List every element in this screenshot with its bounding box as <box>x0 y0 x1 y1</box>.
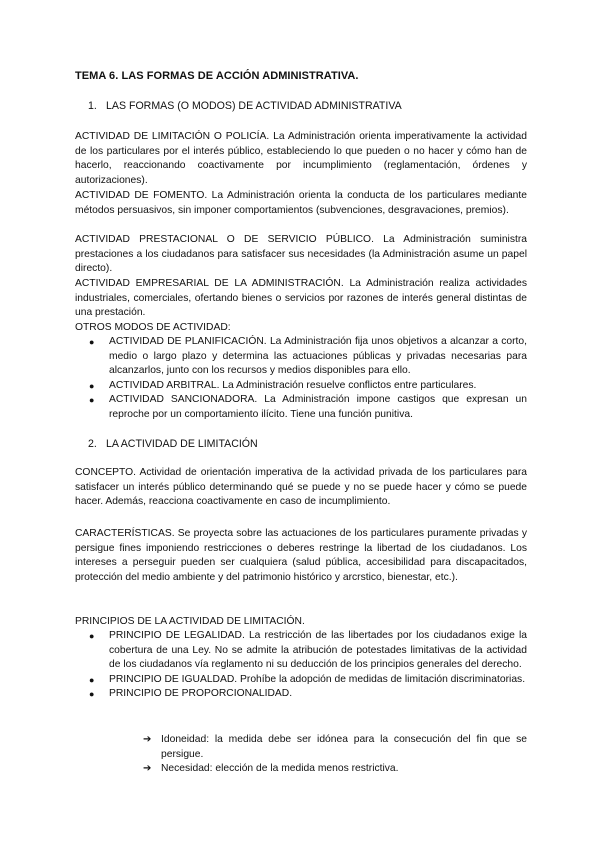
list-item <box>75 762 527 777</box>
page-title: TEMA 6. LAS FORMAS DE ACCIÓN ADMINISTRATIVA. <box>75 70 359 82</box>
bullet-icon: ● <box>89 689 95 699</box>
list-item <box>75 687 527 702</box>
list-item-text: PRINCIPIO DE IGUALDAD. Prohíbe la adopción de medidas de limitación discriminatorias. <box>109 673 526 685</box>
section-2-number: 2. <box>88 438 97 450</box>
paragraph-caracteristicas: CARACTERÍSTICAS. Se proyecta sobre las actuaciones de los particulares puramente privadas y persigue fines imponiendo restricciones o deberes restringe la libertad de los ciudadanos. Los intereses a perseguir pueden ser cualquiera (salud pública, accesibilidad para discapacitados, protección del medio ambiente y del patrimonio histórico y arcrstico, bienestar, etc.). <box>75 528 527 583</box>
bullet-icon: ● <box>89 395 95 405</box>
section-2-title: LA ACTIVIDAD DE LIMITACIÓN <box>106 438 258 450</box>
list-item <box>75 335 527 379</box>
list-item-text: ACTIVIDAD DE PLANIFICACIÓN. La Administración fija unos objetivos a alcanzar a corto, medio o largo plazo y determina las actuaciones públicas y privadas necesarias para alcanzarlos, junto con los recursos y medios disponibles para ello. <box>109 336 527 376</box>
paragraph-limitacion: ACTIVIDAD DE LIMITACIÓN O POLICÍA. La Administración orienta imperativamente la actividad de los particulares por el interés público, estableciendo lo que pueden o no hacer y cómo han de hacerlo, reaccionando coactivamente por incumplimiento (reglamentación, órdenes y autorizaciones). <box>75 131 527 186</box>
list-item-text: Idoneidad: la medida debe ser idónea para la consecución del fin que se persigue. <box>161 734 527 760</box>
paragraph-empresarial: ACTIVIDAD EMPRESARIAL DE LA ADMINISTRACIÓN. La Administración realiza actividades industriales, comerciales, ofertando bienes o servicios por razones de interés general distintas de una prestación. <box>75 278 527 318</box>
paragraph-fomento: ACTIVIDAD DE FOMENTO. La Administración orienta la conducta de los particulares mediante métodos persuasivos, sin imponer comportamientos (subvenciones, desgravaciones, premios). <box>75 190 527 216</box>
bullet-icon: ● <box>89 337 95 347</box>
section-1-title: LAS FORMAS (O MODOS) DE ACTIVIDAD ADMINISTRATIVA <box>106 100 402 112</box>
bullet-icon: ● <box>89 631 95 641</box>
section-1-heading <box>88 100 528 112</box>
bullet-icon: ● <box>89 674 95 685</box>
list-item <box>75 629 527 673</box>
paragraph-concepto: CONCEPTO. Actividad de orientación imperativa de la actividad privada de los particulares para satisfacer un interés público determinando qué se puede y no se puede hacer y cómo se puede hacer. Además, reacciona coactivamente en caso de incumplimiento. <box>75 467 527 507</box>
section-2-heading <box>88 438 528 450</box>
list-item-text: PRINCIPIO DE PROPORCIONALIDAD. <box>109 688 293 699</box>
list-item-text: PRINCIPIO DE LEGALIDAD. La restricción de las libertades por los ciudadanos exige la cobertura de una Ley. No se admite la atribución de potestades limitativas de la actividad de los ciudadanos vía reglamento ni su deducción de los principios generales del derecho. <box>109 630 527 670</box>
otros-modos-list <box>75 335 527 422</box>
principios-list <box>75 629 527 702</box>
list-item <box>75 733 527 762</box>
list-item-text: Necesidad: elección de la medida menos restrictiva. <box>161 763 399 774</box>
proporcionalidad-list <box>75 733 527 777</box>
section-1-number: 1. <box>88 100 97 112</box>
list-item <box>75 379 527 394</box>
list-item <box>75 673 527 688</box>
bullet-icon: ● <box>89 380 95 391</box>
list-item-text: ACTIVIDAD ARBITRAL. La Administración resuelve conflictos entre particulares. <box>109 379 477 391</box>
list-item-text: ACTIVIDAD SANCIONADORA. La Administración impone castigos que expresan un reproche por un comportamiento ilícito. Tiene una función punitiva. <box>109 394 527 420</box>
paragraph-prestacional: ACTIVIDAD PRESTACIONAL O DE SERVICIO PÚBLICO. La Administración suministra prestaciones a los ciudadanos para satisfacer sus necesidades (la Administración asume un papel directo). <box>75 234 527 274</box>
otros-modos-heading: OTROS MODOS DE ACTIVIDAD: <box>75 322 231 333</box>
arrow-right-icon: ➔ <box>143 734 152 745</box>
principios-heading: PRINCIPIOS DE LA ACTIVIDAD DE LIMITACIÓN. <box>75 616 305 627</box>
arrow-right-icon: ➔ <box>143 763 152 774</box>
list-item <box>75 393 527 422</box>
